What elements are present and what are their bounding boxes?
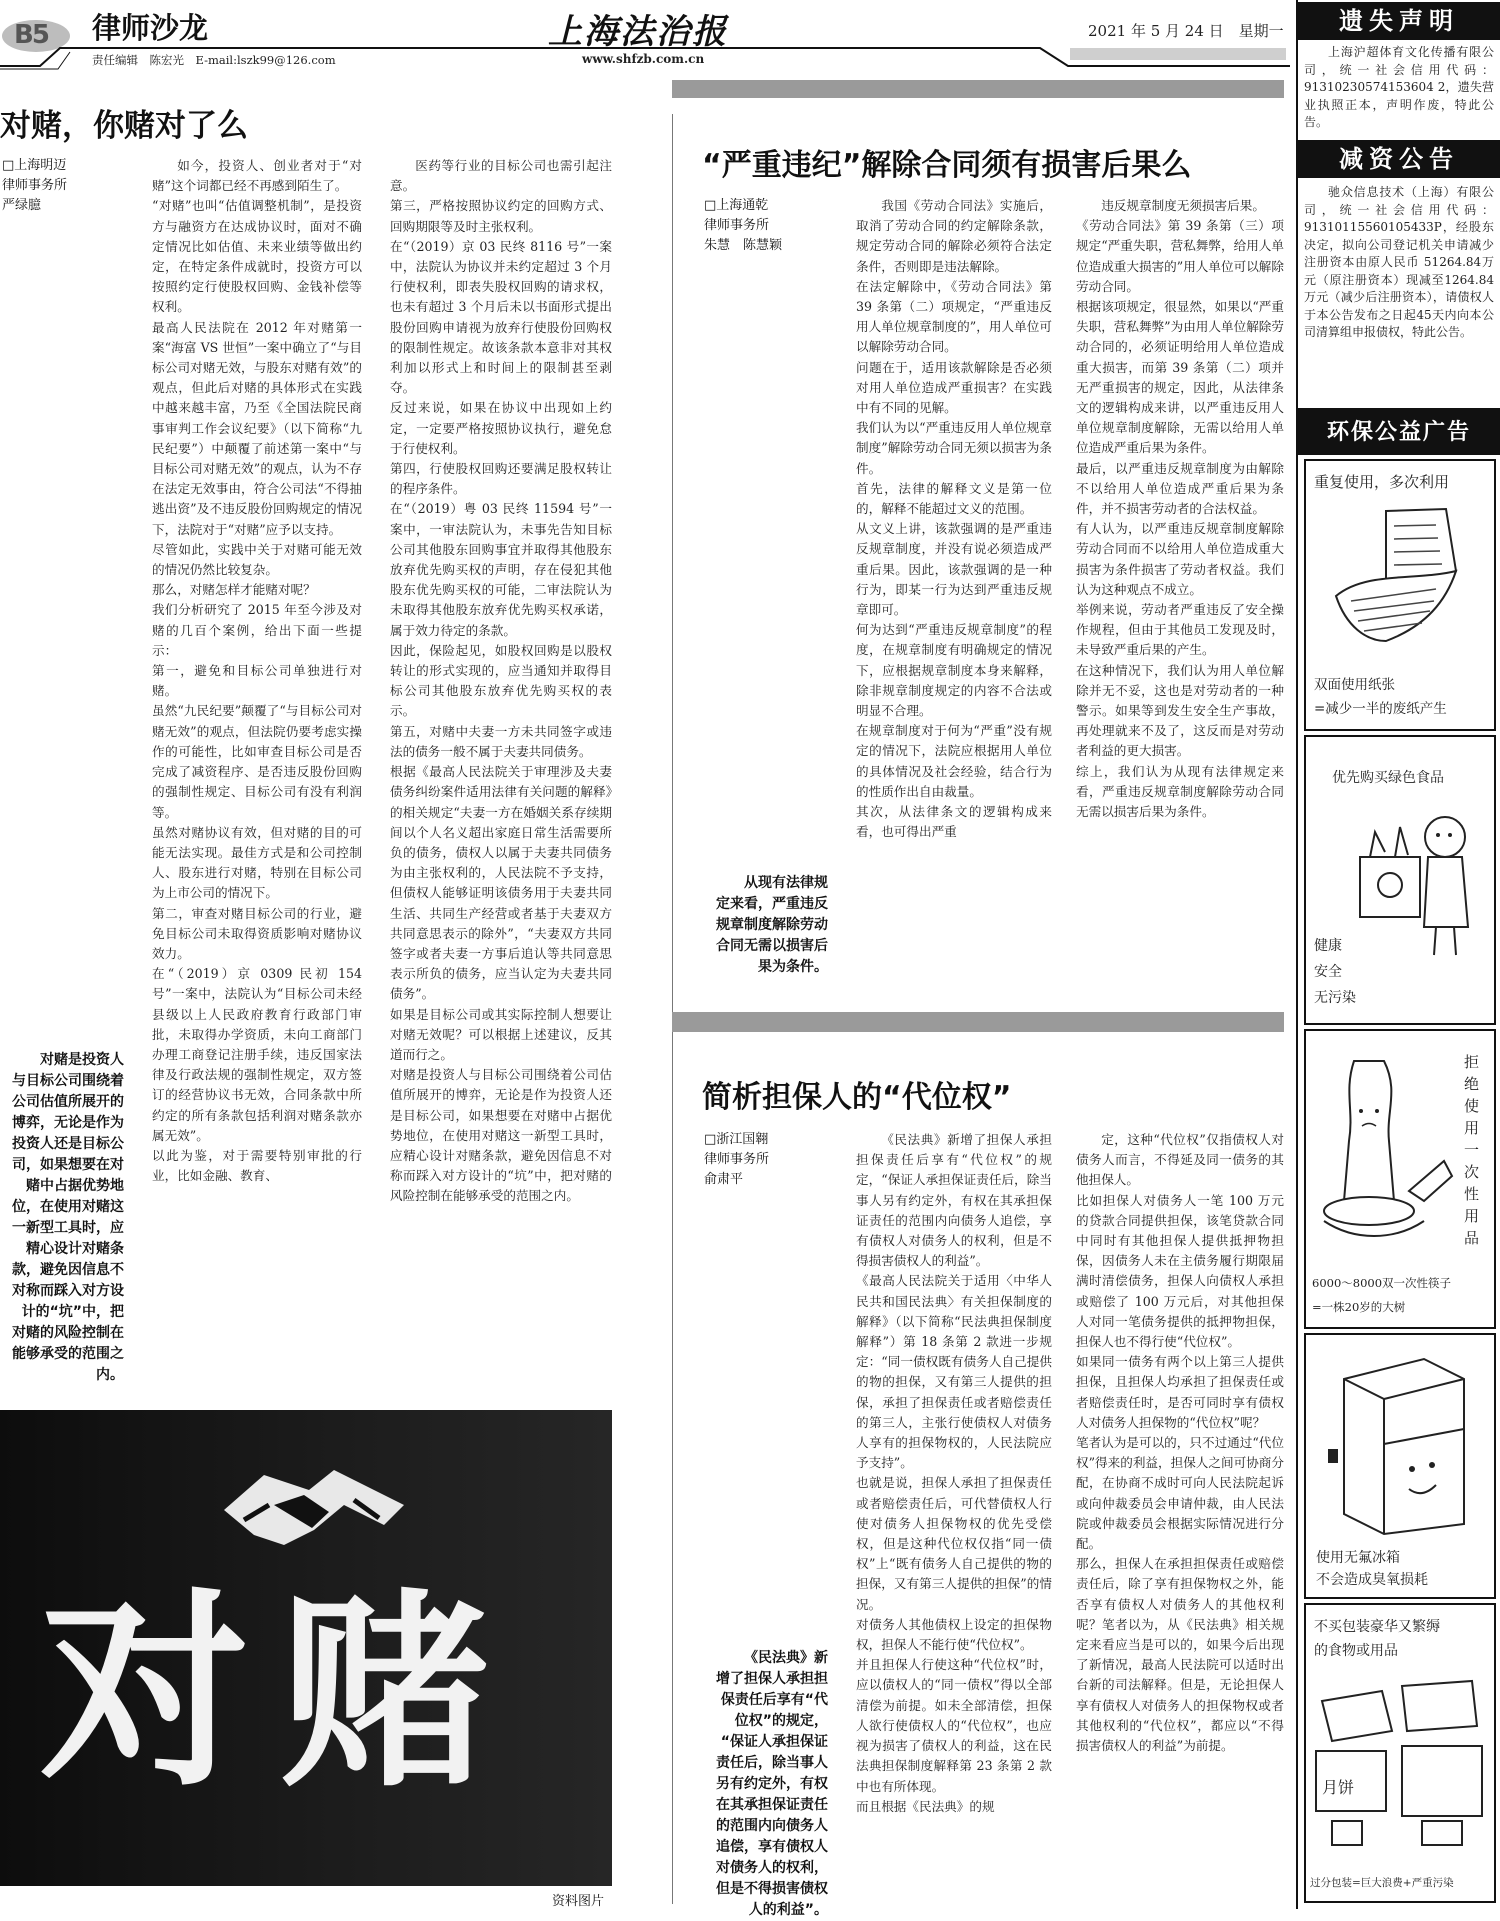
notice1-title: 遗失声明	[1298, 2, 1500, 40]
ad-panel-green-food-bottom: 健康 安全 无污染	[1314, 938, 1356, 1006]
ad-panel-green-food-top: 优先购买绿色食品	[1332, 770, 1444, 786]
article3-top-bar	[672, 1012, 1284, 1032]
article2-pullquote: 从现有法律规 定来看，严重违反 规章制度解除劳动 合同无需以损害后 果为条件。	[716, 875, 828, 975]
ad-panel-reuse-top: 重复使用，多次利用	[1314, 473, 1450, 491]
ad-panel-packaging	[1304, 1603, 1496, 1903]
ad-panel-reuse-bottom: 双面使用纸张 =减少一半的废纸产生	[1314, 677, 1447, 717]
notice1-body: 上海沪超体育文化传播有限公司，统一社会信用代码：91310230574153604 2，遗失营业执照正本，声明作废，特此公告。	[1304, 45, 1494, 129]
ad-panel-fridge-bottom: 使用无氟冰箱 不会造成臭氧损耗	[1316, 1550, 1428, 1588]
paper-sheets-icon	[1326, 501, 1476, 651]
header-rule	[0, 40, 1290, 70]
ad-panel-fridge	[1304, 1333, 1496, 1599]
article1-image	[0, 1410, 612, 1886]
article1-image-caption: 资料图片	[552, 1894, 605, 1909]
article1-title: 对赌，你赌对了么	[0, 108, 248, 144]
handshake-icon	[214, 1450, 414, 1560]
section-title: 律师沙龙	[92, 11, 209, 45]
article3-column-2: 定，这种“代位权”仅指债权人对债务人而言，不得延及同一债务的其他担保人。 比如担保人对债务人一笔 100 万元的贷款合同提供担保，该笔贷款合同中同时有其他担保人提供抵押物担保，因债务人未在主债务履行期限届满时清偿债务，担保人向债权人承担或赔偿了 100 万元后，对其他担保人对同一笔债务提供的抵押物担保，担保人也不得行使“代位权”。 如果同一债务有两个以上第三人提供担保，且担保人均承担了担保责任或者赔偿责任时，是否可同时享有债权人对债务人担保物的“代位权”呢？ 笔者认为是可以的，只不过通过“代位权”得来的利益，担保人之间可协商分配，在协商不成时可向人民法院起诉或向仲裁委员会申请仲裁，由人民法院或仲裁委员会根据实际情况进行分配。 那么，担保人在承担担保责任或赔偿责任后，除了享有担保物权之外，能否享有债权人对债务人的其他权利呢？笔者以为，从《民法典》相关规定来看应当是可以的，如果今后出现了新情况，最高人民法院可以适时出台新的司法解释。但是，无论担保人享有债权人对债务人的担保物权或者其他权利的“代位权”，都应以“不得损害债权人的利益”为前提。	[1076, 1132, 1284, 1754]
ad-panel-packaging-mid: 月饼	[1322, 1778, 1355, 1797]
article3-byline: □浙江国翱 律师事务所 俞肃平	[704, 1132, 770, 1187]
ad-panel-packaging-bottom: 过分包装=巨大浪费+严重污染	[1310, 1877, 1454, 1889]
article1-image-text: 对赌	[40, 1570, 521, 1815]
section-badge-label: B5	[14, 20, 48, 50]
ad-frame	[1298, 408, 1500, 1909]
girl-with-shopping-bag-icon	[1350, 797, 1480, 967]
article3-column-1: 《民法典》新增了担保人承担担保责任后享有“代位权”的规定，“保证人承担保证责任后，除当事人另有约定外，有权在其承担保证责任的范围内向债务人追偿，享有债权人对债务人的权利，但是不得损害债权人的利益”。 《最高人民法院关于适用〈中华人民共和国民法典〉有关担保制度的解释》（以下简称“民法典担保制度解释”）第 18 条第 2 款进一步规定：“同一债权既有债务人自己提供的物的担保，又有第三人提供的担保，承担了担保责任或者赔偿责任的第三人，主张行使债权人对债务人享有的担保物权的，人民法院应予支持”。 也就是说，担保人承担了担保责任或者赔偿责任后，可代替债权人行使对债务人担保物权的优先受偿权，但是这种代位权仅指“同一债权”上“既有债务人自己提供的物的担保，又有第三人提供的担保”的情况。 对债务人其他债权上设定的担保物权，担保人不能行使“代位权”。 并且担保人行使这种“代位权”时，应以债权人的“同一债权”得以全部清偿为前提。如未全部清偿，担保人欲行使债权人的“代位权”，也应视为损害了债权人的利益，这在民法典担保制度解释第 23 条第 2 款中也有所体现。 而且根据《民法典》的规	[856, 1132, 1052, 1814]
ad-panel-green-food	[1304, 735, 1496, 1025]
article2-column-2: 违反规章制度无须损害后果。 《劳动合同法》第 39 条第（三）项规定“严重失职，营私舞弊，给用人单位造成重大损害的”用人单位可以解除劳动合同。 根据该项规定，很显然，如果以“严重失职，营私舞弊”为由用人单位解除劳动合同的，必须证明给用人单位造成重大损害，而第 39 条第（二）项并无严重损害的规定，因此，从法律条文的逻辑构成来讲，以严重违反用人单位规章制度解除，无需以给用人单位造成严重后果为条件。 最后，以严重违反规章制度为由解除不以给用人单位造成严重后果为条件，并不损害劳动者的合法权益。 有人认为，以严重违反规章制度解除劳动合同而不以给用人单位造成重大损害为条件损害了劳动者权益。我们认为这种观点不成立。 举例来说，劳动者严重违反了安全操作规程，但由于其他员工发现及时，未导致严重后果的产生。 在这种情况下，我们认为用人单位解除并无不妥，这也是对劳动者的一种警示。如果等到发生安全生产事故，再处理就来不及了，这反而是对劳动者利益的更大损害。 综上，我们认为从现有法律规定来看，严重违反规章制度解除劳动合同无需以损害后果为条件。	[1076, 198, 1284, 820]
article2-column-1: 我国《劳动合同法》实施后，取消了劳动合同的约定解除条款，规定劳动合同的解除必须符合法定条件，否则即是违法解除。 在法定解除中，《劳动合同法》第 39 条第（二）项规定，“严重违反用人单位规章制度的”，用人单位可以解除劳动合同。 问题在于，适用该款解除是否必须对用人单位造成严重损害？在实践中有不同的见解。 我们认为以“严重违反用人单位规章制度”解除劳动合同无须以损害为条件。 首先，法律的解释文义是第一位的，解释不能超过文义的范围。 从文义上讲，该款强调的是严重违反规章制度，并没有说必须造成严重后果。因此，该款强调的是一种行为，即某一行为达到严重违反规章即可。 何为达到“严重违反规章制度”的程度，在规章制度有明确规定的情况下，应根据规章制度本身来解释，除非规章制度规定的内容不合法或明显不合理。 在规章制度对于何为“严重”没有规定的情况下，法院应根据用人单位的具体情况及社会经验，结合行为的性质作出自由裁量。 其次，从法律条文的逻辑构成来看，也可得出严重	[856, 198, 1052, 840]
ad-panel-disposable-bottom: 6000～8000双一次性筷子 =一株20岁的大树	[1312, 1276, 1452, 1314]
masthead: 上海法治报	[548, 12, 728, 52]
article3-pullquote: 《民法典》新 增了担保人承担担 保责任后享有“代 位权”的规定， “保证人承担保证 责任后，除当事人 另有约定外，有权 在其承担保证责任 的范围内向债务人 追偿，享有债权人 对债务人的权利， 但是不得损害债权 人的利益”。	[716, 1650, 828, 1918]
fridge-icon	[1324, 1349, 1474, 1539]
issue-date: 2021 年 5 月 24 日 星期一	[1088, 22, 1284, 40]
article1-byline: □上海明迈 律师事务所 严绿臆	[2, 158, 68, 213]
tree-stump-axe-icon	[1314, 1051, 1454, 1251]
sidebar	[1296, 0, 1500, 1909]
notice2-title: 减资公告	[1298, 140, 1500, 178]
editor-line: 责任编辑 陈宏光 E-mail:lszk99@126.com	[92, 53, 336, 67]
ad-title: 环保公益广告	[1298, 411, 1500, 455]
ad-panel-packaging-top: 不买包装豪华又繁缛 的食物或用品	[1314, 1619, 1440, 1659]
ad-panel-disposable	[1304, 1029, 1496, 1329]
article2-byline: □上海通乾 律师事务所 朱慧 陈慧颖	[704, 198, 783, 253]
article1-column-2: 医药等行业的目标公司也需引起注意。 第三，严格按照协议约定的回购方式、回购期限等及时主张权利。 在“（2019）京 03 民终 8116 号”一案中，法院认为协议并未约定超过 3 个月行使权利，即表失股权回购的请求权，也未有超过 3 个月后未以书面形式提出股份回购申请视为放弃行使股份回购权的限制性规定。故该条款本意非对其权利加以形式上和时间上的限制甚至剥夺。 反过来说，如果在协议中出现如上约定，一定要严格按照协议执行，避免怠于行使权利。 第四，行使股权回购还要满足股权转让的程序条件。 在“（2019）粤 03 民终 11594 号”一案中，一审法院认为，未事先告知目标公司其他股东回购事宜并取得其他股东放弃优先购买权的声明，存在侵犯其他股东优先购买权的可能，二审法院认为未取得其他股东放弃优先购买权承诺，属于效力待定的条款。 因此，保险起见，如股权回购是以股权转让的形式实现的，应当通知并取得目标公司其他股东放弃优先购买权的表示。 第五，对赌中夫妻一方未共同签字或违法的债务一般不属于夫妻共同债务。 根据《最高人民法院关于审理涉及夫妻债务纠纷案件适用法律有关问题的解释》的相关规定“夫妻一方在婚姻关系存续期间以个人名义超出家庭日常生活需要所负的债务，债权人以属于夫妻共同债务为由主张权利的，人民法院不予支持，但债权人能够证明该债务用于夫妻共同生活、共同生产经营或者基于夫妻双方共同意思表示的除外”，“夫妻双方共同签字或者夫妻一方事后追认等共同意思表示所负的债务，应当认定为夫妻共同债务”。 如果是目标公司或其实际控制人想要让对赌无效呢？可以根据上述建议，反其道而行之。 对赌是投资人与目标公司围绕着公司估值所展开的博弈，无论是作为投资人还是目标公司，如果想要在对赌中占据优势地位，在使用对赌这一新型工具时，应精心设计对赌条款，避免因信息不对称而踩入对方设计的“坑”中，把对赌的风险控制在能够承受的范围之内。	[390, 158, 612, 1204]
article3-title: 简析担保人的“代位权”	[702, 1080, 1012, 1115]
article2-title: “严重违纪”解除合同须有损害后果么	[702, 148, 1192, 183]
website: www.shfzb.com.cn	[582, 52, 705, 66]
article1-column-1: 如今，投资人、创业者对于“对赌”这个词都已经不再感到陌生了。 “对赌”也叫“估值调整机制”，是投资方与融资方在达成协议时，面对不确定情况比如估值、未来业绩等做出约定，在特定条件成就时，投资方可以按照约定行使股权回购、金钱补偿等权利。 最高人民法院在 2012 年对赌第一案“海富 VS 世恒”一案中确立了“与目标公司对赌无效，与股东对赌有效”的观点，但此后对赌的具体形式在实践中越来越丰富，乃至《全国法院民商事审判工作会议纪要》（以下简称“九民纪要”）中颠覆了前述第一案中“与目标公司对赌无效”的观点，认为不存在法定无效事由，符合公司法“不得抽逃出资”及不违反股份回购规定的情况下，法院对于“对赌”应予以支持。 尽管如此，实践中关于对赌可能无效的情况仍然比较复杂。 那么，对赌怎样才能赌对呢？ 我们分析研究了 2015 年至今涉及对赌的几百个案例，给出下面一些提示： 第一，避免和目标公司单独进行对赌。 虽然“九民纪要”颠覆了“与目标公司对赌无效”的观点，但法院仍要考虑实操作的可能性，比如审查目标公司是否完成了减资程序、是否违反股份回购的强制性规定、目标公司有没有利润等。 虽然对赌协议有效，但对赌的目的可能无法实现。最佳方式是和公司控制人、股东进行对赌，特别在目标公司为上市公司的情况下。 第二，审查对赌目标公司的行业，避免目标公司未取得资质影响对赌协议效力。 在“（2019）京 0309 民初 154 号”一案中，法院认为“目标公司未经县级以上人民政府教育行政部门审批，未取得办学资质，未向工商部门办理工商登记注册手续，违反国家法律及行政法规的强制性规定，双方签订的经营协议书无效，合同条款中所约定的所有条款包括利润对赌条款亦属无效”。 以此为鉴，对于需要特别审批的行业，比如金融、教育、	[152, 158, 362, 1184]
column-divider	[672, 114, 673, 1904]
ad-panel-reuse	[1304, 459, 1496, 731]
ad-panel-disposable-top: 拒绝使用一次性用品	[1464, 1053, 1480, 1247]
notice2-body: 驰众信息技术（上海）有限公司，统一社会信用代码：91310115560105433P，经股东决定，拟向公司登记机关申请减少注册资本由原人民币 51264.84万元（原注册资本）现减至1264.84万元（减少后注册资本），请债权人于本公告发布之日起45天内向本公司清算组申报债权，特此公告。	[1304, 185, 1494, 339]
gift-boxes-icon	[1312, 1671, 1488, 1851]
article1-pullquote: 对赌是投资人 与目标公司围绕着 公司估值所展开的 博弈，无论是作为 投资人还是目标公 司，如果想要在对 赌中占据优势地 位，在使用对赌这 一新型工具时，应 精心设计对赌条 款，避免因信息不 对称而踩入对方设 计的“坑”中，把 对赌的风险控制在 能够承受的范围之 内。	[12, 1052, 124, 1383]
article2-top-bar	[672, 80, 1284, 98]
